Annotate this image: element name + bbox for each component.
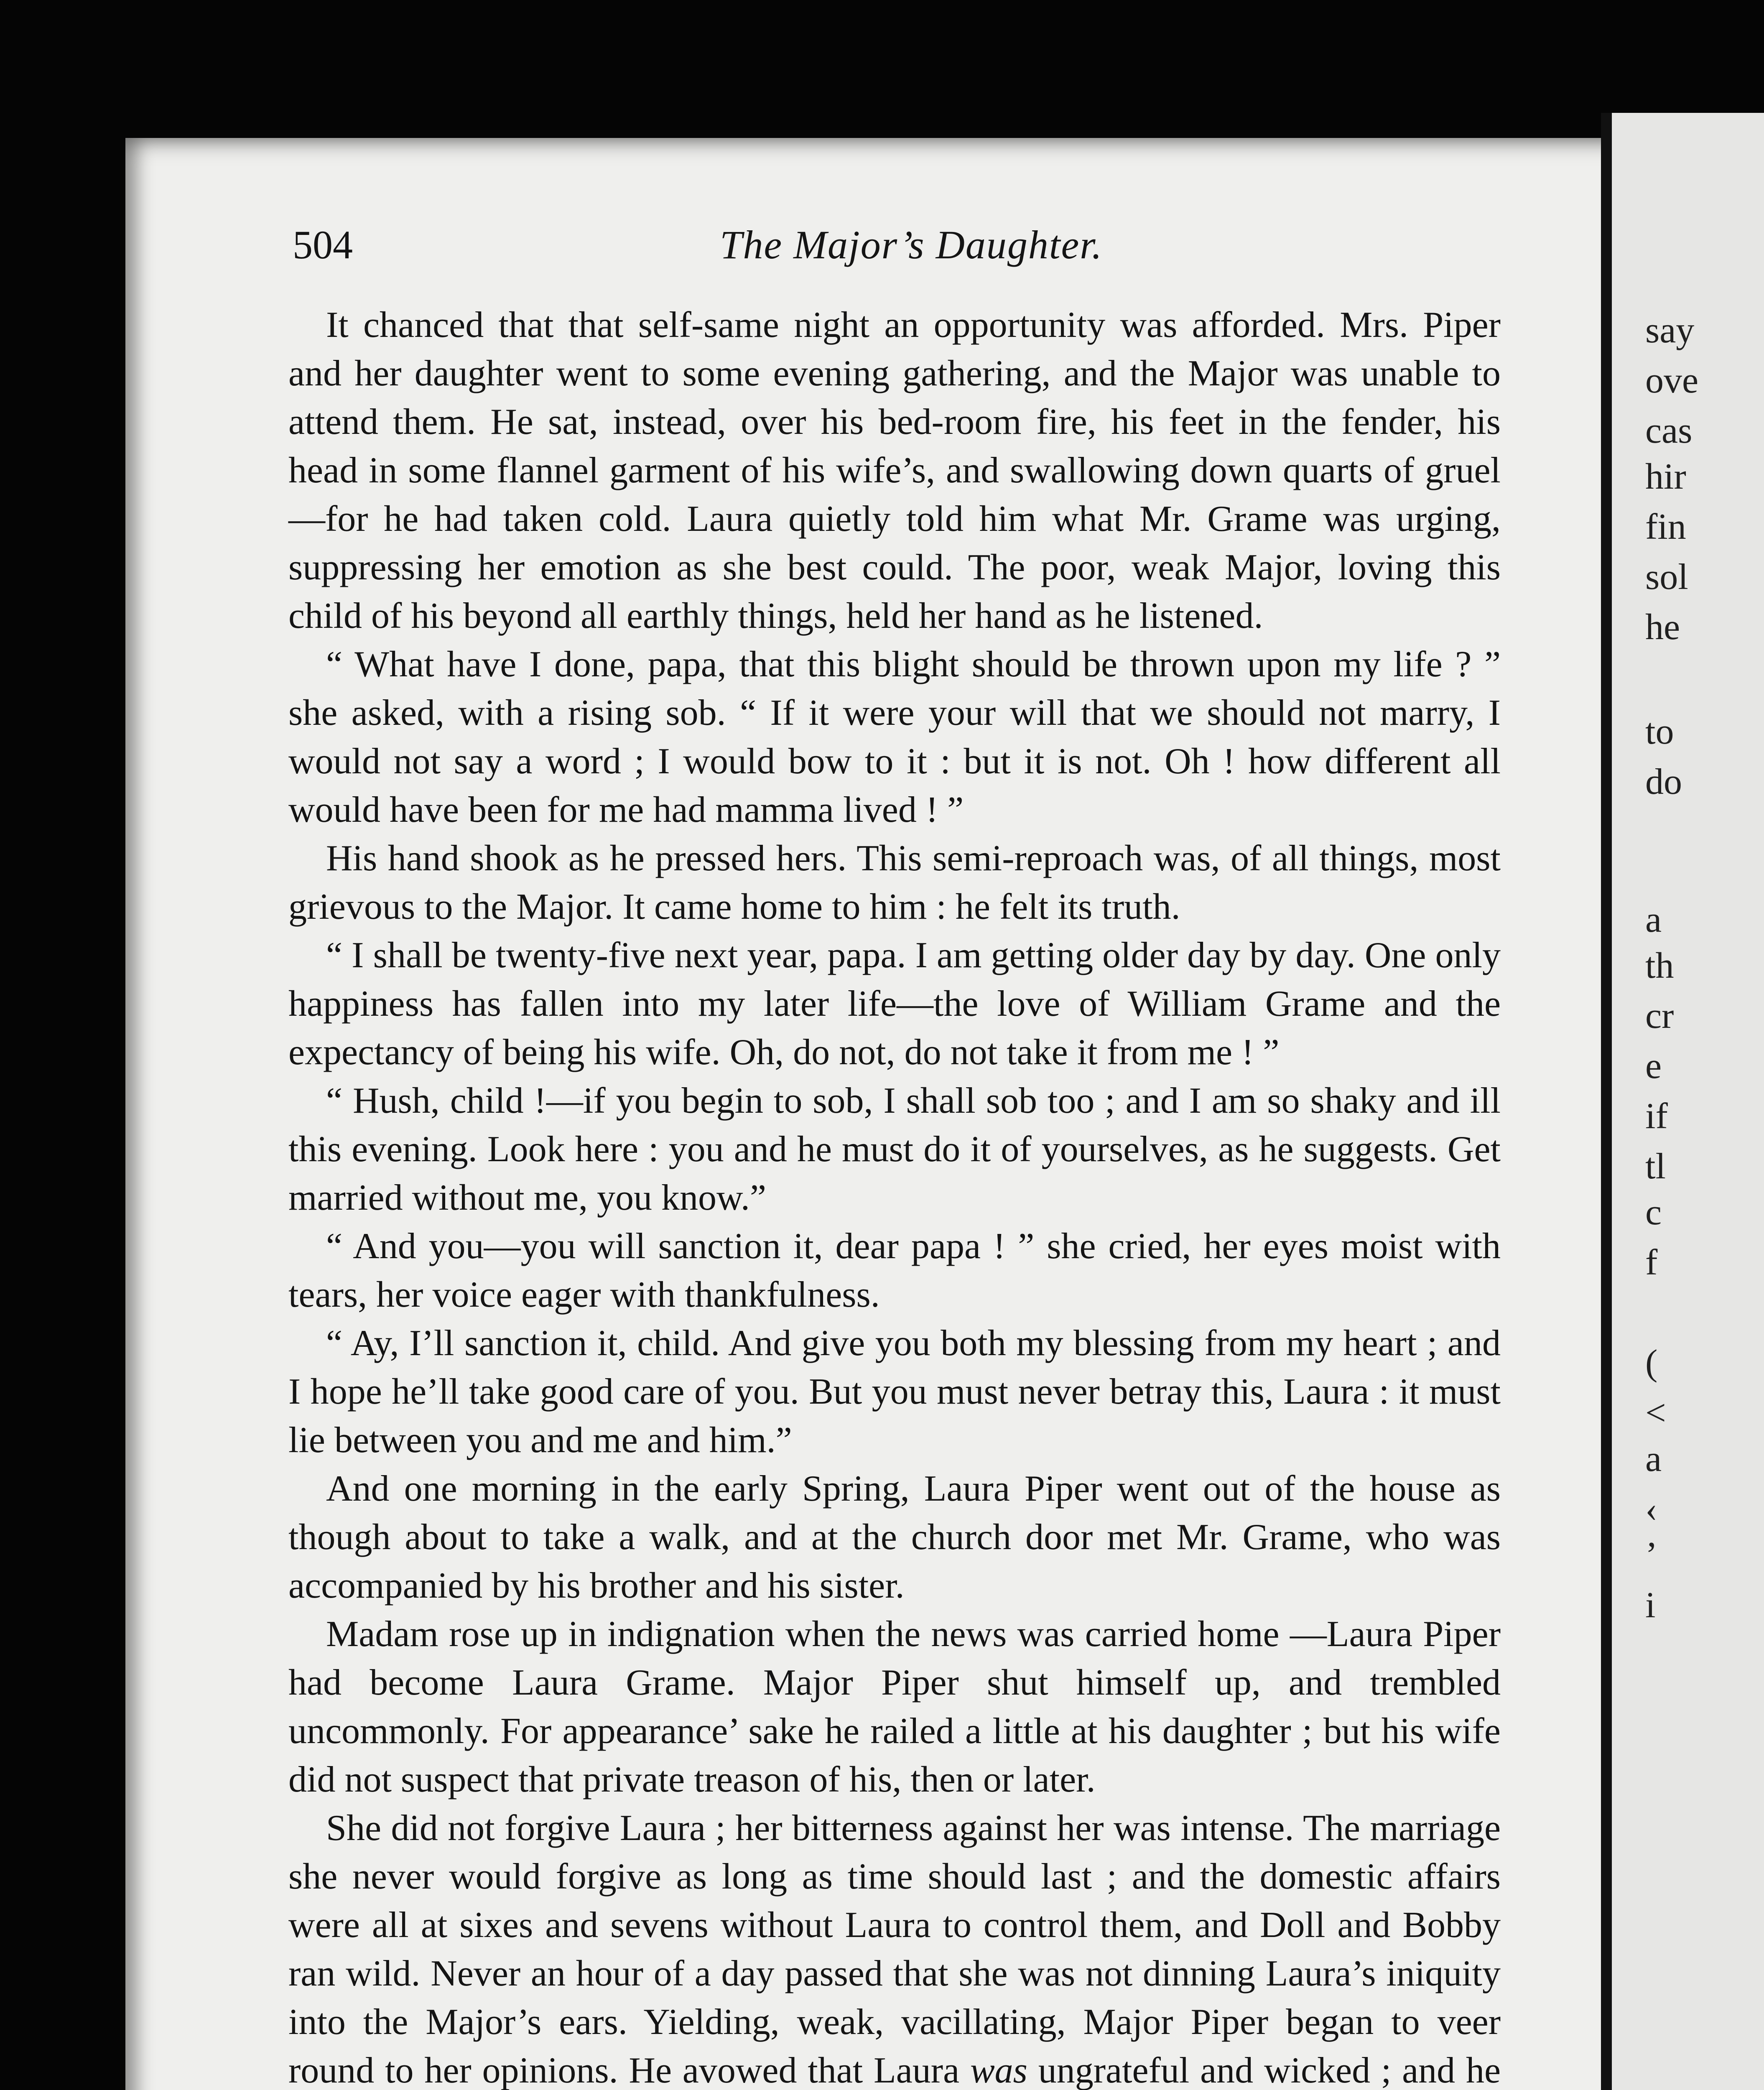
paragraph: Madam rose up in indignation when the news was carried home —Laura Piper had become Laura Grame. Major Piper shut himself up, and trembled uncommonly. For appearance’ sake he railed a little at his daughter ; but his wife did not suspect that private treason of his, then or later. [288,1614,1501,1800]
facing-fragment: ’ [1645,1535,1658,1575]
facing-fragment: < [1645,1393,1666,1433]
paragraph: And one morning in the early Spring, Laura Piper went out of the house as though about to take a walk, and at the church door met Mr. Grame, who was accompanied by his brother and his sister. [288,1468,1501,1606]
running-title: The Major’s Daughter. [720,222,1103,267]
facing-fragment: e [1645,1046,1662,1086]
facing-fragment: c [1645,1192,1662,1233]
facing-fragment: f [1645,1242,1658,1283]
paragraph: “ What have I done, papa, that this blight should be thrown upon my life ? ” she asked, with a rising sob. “ If it were your will that we should not marry, I would not say a word ; I would bow to it : but it is not. Oh ! how different all would have been for me had mamma lived ! ” [288,644,1501,830]
facing-fragment: th [1645,946,1674,986]
facing-fragment: ( [1645,1343,1658,1383]
facing-fragment: if [1645,1096,1668,1137]
facing-fragment: do [1645,762,1682,802]
facing-fragment: cas [1645,410,1693,451]
running-header [293,222,1530,272]
facing-fragment: i [1645,1585,1656,1626]
facing-fragment: fin [1645,507,1686,547]
facing-fragment: a [1645,900,1662,940]
emphasis: was [970,2050,1027,2090]
body-text [288,301,1501,2090]
facing-fragment: hir [1645,456,1686,497]
paragraph-last [288,1804,1501,2090]
facing-fragment: a [1645,1439,1662,1479]
facing-fragment: to [1645,711,1674,752]
facing-fragment: ove [1645,360,1699,401]
facing-fragment: cr [1645,996,1674,1036]
paragraph: “ And you—you will sanction it, dear papa ! ” she cried, her eyes moist with tears, her voice eager with thankfulness. [288,1226,1501,1315]
paragraph: “ Hush, child !—if you begin to sob, I shall sob too ; and I am so shaky and ill this evening. Look here : you and he must do it of yourselves, as he suggests. Get married without me, you know.” [288,1081,1501,1218]
page-number: 504 [293,222,353,267]
paragraph: “ Ay, I’ll sanction it, child. And give you both my blessing from my heart ; and I hope he’ll take good care of you. But you must never betray this, Laura : it must lie between you and me and him.” [288,1323,1501,1460]
facing-fragment: ‹ [1645,1489,1658,1529]
facing-fragment: sol [1645,557,1688,597]
facing-fragment: tl [1645,1146,1666,1187]
paragraph: “ I shall be twenty-five next year, papa. I am getting older day by day. One only happiness has fallen into my later life—the love of William Grame and the expectancy of being his wife. Oh, do not, do not take it from me ! ” [288,935,1501,1073]
facing-fragment: he [1645,607,1680,647]
text-run: She did not forgive Laura ; her bitterness against her was intense. The marriage she never would forgive as long as time should last ; and the domestic affairs were all at sixes and sevens without Laura to control them, and Doll and Bobby ran wild. Never an hour of a day passed that she was not dinning Laura’s iniquity into the Major’s ears. Yielding, weak, vacillating, Major Piper began to veer round to her opinions. He avowed that Laura [288,1808,1501,2090]
facing-page [1601,113,1764,2090]
facing-fragment: say [1645,310,1695,351]
paragraph: It chanced that that self-same night an opportunity was afforded. Mrs. Piper and her daughter went to some evening gathering, and the Major was unable to attend them. He sat, instead, over his bed-room fire, his feet in the fender, his head in some flannel garment of his wife’s, and swallowing down quarts of gruel—for he had taken cold. Laura quietly told him what Mr. Grame was urging, suppressing her emotion as she best could. The poor, weak Major, loving this child of his beyond all earthly things, held her hand as he listened. [288,305,1501,636]
paragraph: His hand shook as he pressed hers. This semi-reproach was, of all things, most grievous to the Major. It came home to him : he felt its truth. [288,838,1501,927]
text-run: ungrateful and wicked ; and he [1038,2050,1501,2090]
